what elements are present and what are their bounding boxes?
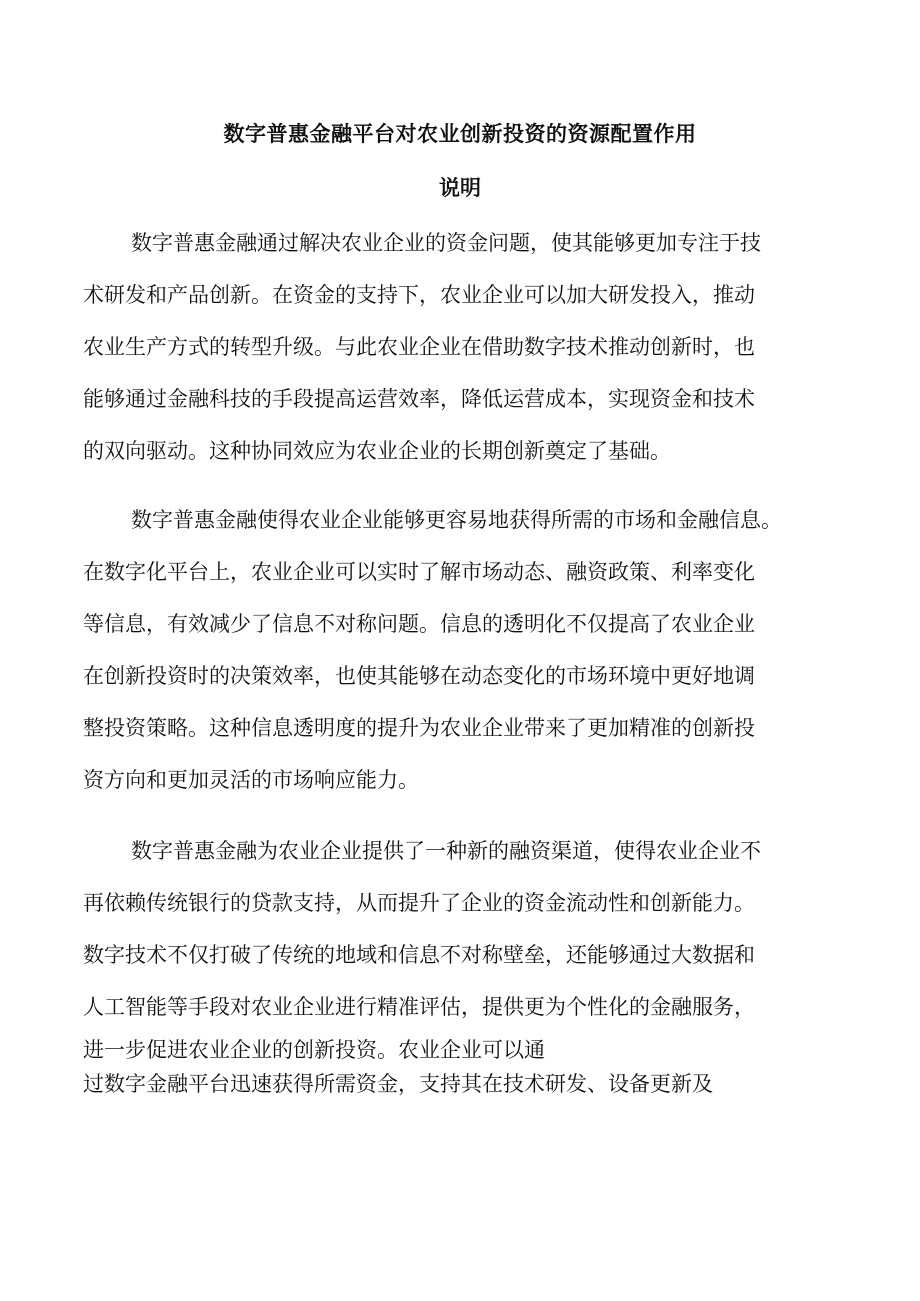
paragraph-line: 资方向和更加灵活的市场响应能力。 bbox=[83, 768, 419, 792]
paragraph-line: 人工智能等手段对农业企业进行精准评估，提供更为个性化的金融服务， bbox=[83, 995, 755, 1019]
paragraph-line: 过数字金融平台迅速获得所需资金，支持其在技术研发、设备更新及 bbox=[83, 1072, 713, 1096]
paragraph-line: 再依赖传统银行的贷款支持，从而提升了企业的资金流动性和创新能力。 bbox=[83, 891, 755, 915]
paragraph-2 bbox=[83, 494, 843, 806]
paragraph-line: 农业生产方式的转型升级。与此农业企业在借助数字技术推动创新时，也 bbox=[83, 335, 755, 359]
paragraph-line: 能够通过金融科技的手段提高运营效率，降低运营成本，实现资金和技术 bbox=[83, 387, 755, 411]
paragraph-line: 数字普惠金融为农业企业提供了一种新的融资渠道，使得农业企业不 bbox=[131, 839, 761, 863]
paragraph-line: 在数字化平台上，农业企业可以实时了解市场动态、融资政策、利率变化 bbox=[83, 560, 755, 584]
paragraph-line: 数字技术不仅打破了传统的地域和信息不对称壁垒，还能够通过大数据和 bbox=[83, 943, 755, 967]
paragraph-3 bbox=[83, 825, 843, 1101]
paragraph-line: 等信息，有效减少了信息不对称问题。信息的透明化不仅提高了农业企业 bbox=[83, 612, 755, 636]
paragraph-line: 进一步促进农业企业的创新投资。农业企业可以通 bbox=[83, 1038, 545, 1062]
paragraph-line: 在创新投资时的决策效率，也使其能够在动态变化的市场环境中更好地调 bbox=[83, 664, 755, 688]
paragraph-line: 整投资策略。这种信息透明度的提升为农业企业带来了更加精准的创新投 bbox=[83, 716, 755, 740]
section-heading: 说明 bbox=[439, 175, 481, 200]
paragraph-line: 数字普惠金融使得农业企业能够更容易地获得所需的市场和金融信息。 bbox=[131, 508, 782, 532]
document-title: 数字普惠金融平台对农业创新投资的资源配置作用 bbox=[223, 121, 697, 146]
paragraph-line: 的双向驱动。这种协同效应为农业企业的长期创新奠定了基础。 bbox=[83, 439, 671, 463]
paragraph-line: 术研发和产品创新。在资金的支持下，农业企业可以加大研发投入，推动 bbox=[83, 283, 755, 307]
paragraph-line: 数字普惠金融通过解决农业企业的资金问题，使其能够更加专注于技 bbox=[131, 231, 761, 255]
paragraph-1 bbox=[83, 217, 843, 477]
